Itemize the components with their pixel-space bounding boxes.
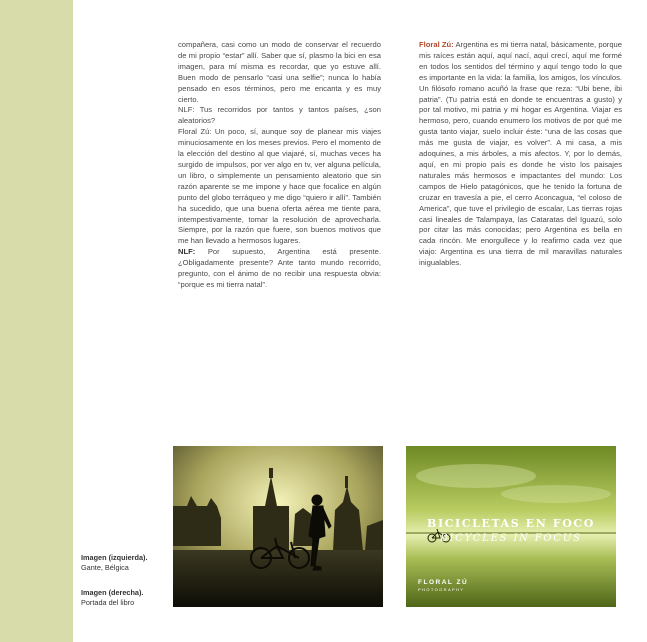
question xyxy=(178,247,381,291)
speaker-label: NLF: xyxy=(178,247,196,257)
page-sidebar-band xyxy=(0,0,73,642)
book-cover-image xyxy=(406,446,616,607)
answer-text: Argentina es mi tierra natal, básicamente, porque mis raíces están aquí, aquí nací, aquí crecí, aquí me formé en todos los sentidos del término y aquí tengo todo lo que es importante en la vida: la familia, los amigos, los vínculos. Un filósofo romano acuñó la frase que reza: “Ubi bene, ibi patria”. (Tu patria está en donde te encuentras a gusto) y por tal motivo, mi patria y mi hogar es Argentina. Viajar es hermoso, pero, cuando enumero los motivos de por qué me gusta tanto viajar, suelo incluir éste: “una de las cosas que más me gusta de viajar, es volver”. A mi casa, a mis adoquines, a mis árboles, a mis afectos. Y, por lo demás, aquí, en mi propio país es donde he visto los paisajes naturales más hermosos e impactantes del mundo: Los campos de Hielo patagónicos, que he tenido la fortuna de cruzar en travesía a pie, el cerro Aconcagua, “el coloso de America”, que tuve el privilegio de escalar, Las tierras rojas casi lineales de Talampaya, las Cataratas del Iguazú, solo por citar las más conocidas; pero Argentina es bella en cada rincón. Me enorgullece y lo reafirmo cada vez que viajo: Argentina es una tierra de mil maravillas naturales inigualables. xyxy=(419,40,623,268)
caption-right-image xyxy=(81,588,143,607)
answer: Floral Zú: Un poco, sí, aunque soy de planear mis viajes minuciosamente en los meses previos. Pero el momento de la elección del destino al que viajaré, sí, muchas veces ha surgido de impulsos, por ver algo en tv, ver alguna película, un libro, o simplemente un pensamiento aleatorio que sin razón aparente se me impone y hace que focalice en algún punto del globo terráqueo y me digo “quiero ir allí”. También ha sucedido, que una buena oferta aérea me tiente para, intempestivamente, tomar la resolución de aprovecharla. Siempre, por la razón que fuere, son buenos motivos que me han llevado a hermosos lugares. xyxy=(178,127,381,246)
question-text: Por supuesto, Argentina está presente. ¿Obligadamente presente? Ante tanto mundo recorrido, pregunto, con el ánimo de no recibir una respuesta obvia: “porque es mi tierra natal”. xyxy=(178,247,381,289)
paragraph: compañera, casi como un modo de conservar el recuerdo de mi propio “estar” allí. Saber que sí, plasmo la bici en esa imagen, para mí misma es recordar, que yo estuve allí. Buen modo de pensarlo “casi una selfie”; nunca lo había pensado en esos términos, pero me encanta y es muy cierto. xyxy=(178,40,381,104)
caption-text: Gante, Bélgica xyxy=(81,562,129,572)
cover-title-spanish: BICICLETAS EN FOCO xyxy=(427,517,595,530)
logo-name: FLORAL ZÚ xyxy=(418,579,469,586)
photo-ghent-belgium xyxy=(173,446,383,607)
article-column-right xyxy=(419,40,622,269)
caption-text: Portada del libro xyxy=(81,597,135,607)
speaker-label: Floral Zú: xyxy=(419,40,454,49)
caption-title: Imagen (derecha). xyxy=(81,588,144,597)
answer xyxy=(419,40,622,269)
caption-left-image xyxy=(81,553,148,572)
photo-ghent-illustration xyxy=(173,446,383,607)
photographer-logo xyxy=(418,579,468,592)
question: NLF: Tus recorridos por tantos y tantos países, ¿son aleatorios? xyxy=(178,105,381,126)
cover-title-english: BICYCLES IN FOCUS xyxy=(440,533,582,544)
caption-title: Imagen (izquierda). xyxy=(81,553,148,562)
logo-subtitle: PHOTOGRAPHY xyxy=(418,587,465,592)
article-column-left xyxy=(178,40,381,291)
